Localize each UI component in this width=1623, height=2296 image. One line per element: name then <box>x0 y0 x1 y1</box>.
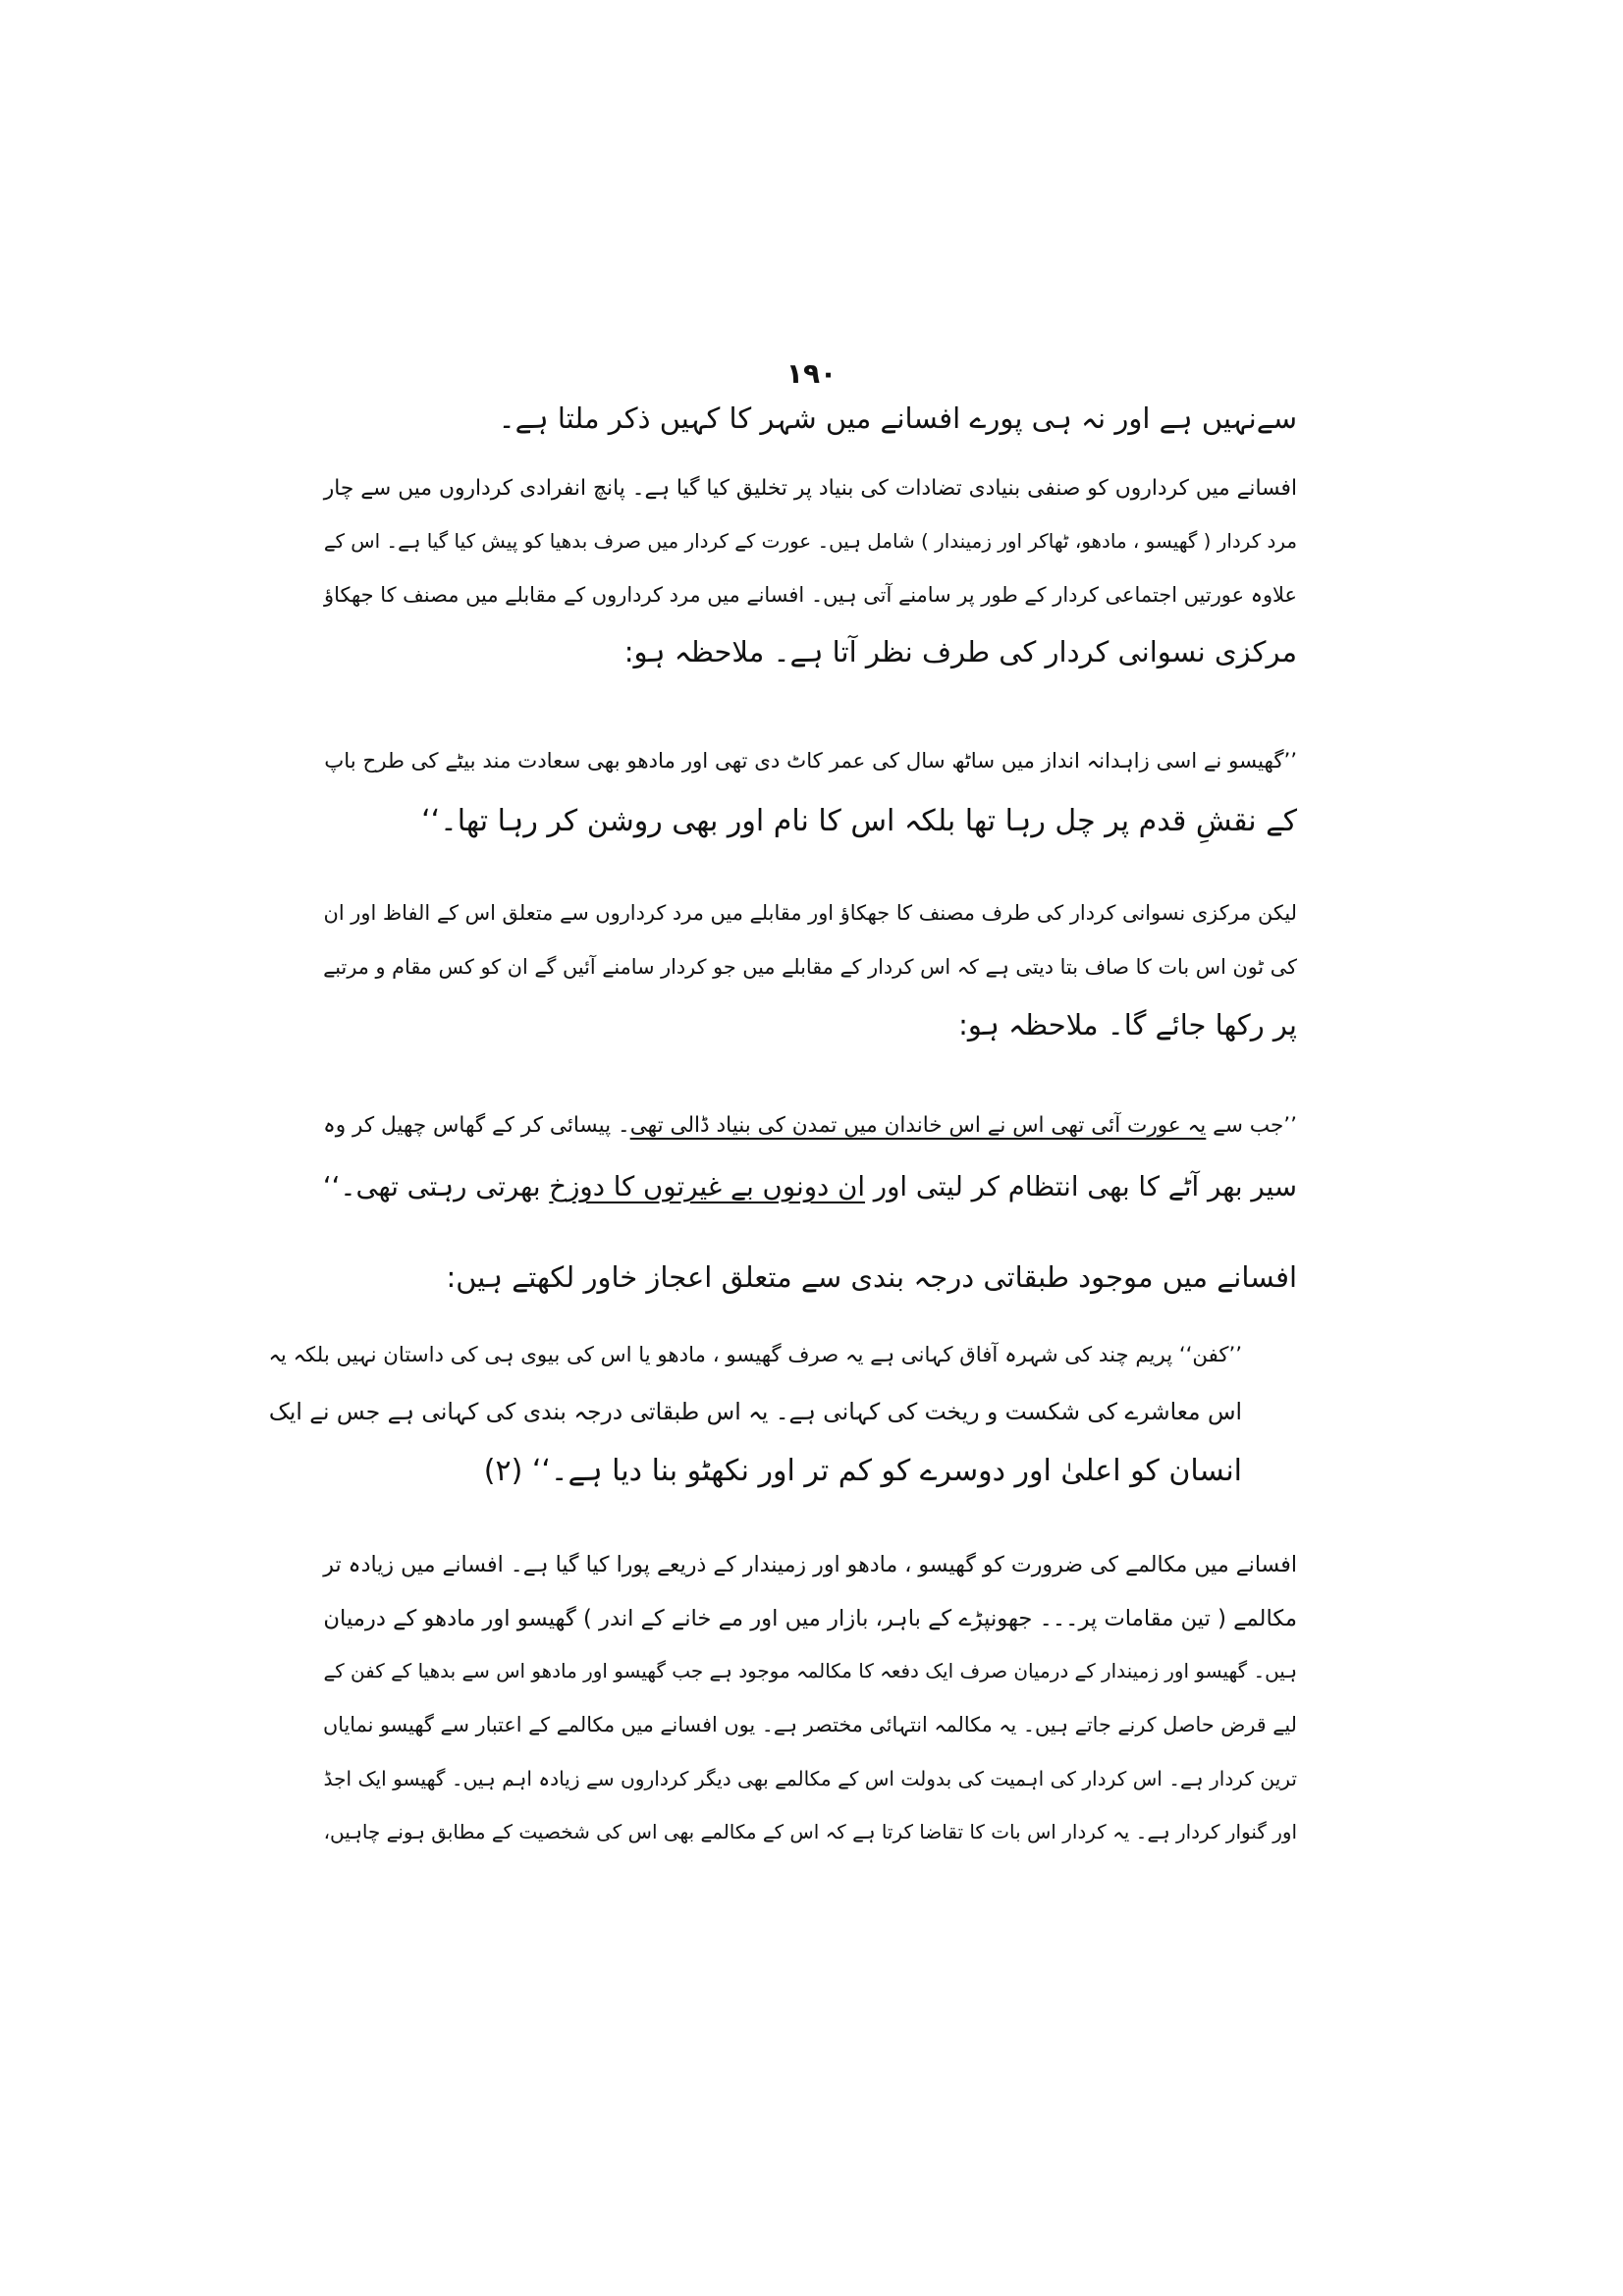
page-number: ۱۹۰ <box>785 357 838 390</box>
quote-line: ’’کفن‘‘ پریم چند کی شہرہ آفاق کہانی ہے یہ صرف گھیسو ، مادھو یا اس کی بیوی ہی کی داستان نہیں بلکہ یہ <box>268 1343 1242 1367</box>
quote-segment: ۔ پیسائی کر کے گھاس چھیل کر وہ <box>323 1113 630 1138</box>
text-line: لیے قرض حاصل کرنے جاتے ہیں۔ یہ مکالمہ انتہائی مختصر ہے۔ یوں افسانے میں مکالمے کے اعتبار سے گھیسو نمایاں <box>322 1713 1297 1736</box>
quote-line: ’’گھیسو نے اسی زاہدانہ انداز میں ساٹھ سال کی عمر کاٹ دی تھی اور مادھو بھی سعادت مند بیٹے کی طرح باپ <box>324 749 1297 774</box>
quote-segment: بھرتی رہتی تھی۔‘‘ <box>322 1170 550 1202</box>
text-line: پر رکھا جائے گا۔ ملاحظہ ہو: <box>958 1008 1297 1041</box>
text-line: مرکزی نسوانی کردار کی طرف نظر آتا ہے۔ ملاحظہ ہو: <box>623 635 1297 668</box>
text-line: ترین کردار ہے۔ اس کردار کی اہمیت کی بدولت اس کے مکالمے بھی دیگر کرداروں سے زیادہ اہم ہیں۔ گھیسو ایک اجڈ <box>323 1767 1297 1790</box>
text-line: افسانے میں موجود طبقاتی درجہ بندی سے متعلق اعجاز خاور لکھتے ہیں: <box>446 1260 1297 1294</box>
quote-segment: ’’جب سے <box>1206 1113 1297 1138</box>
text-line: افسانے میں مکالمے کی ضرورت کو گھیسو ، مادھو اور زمیندار کے ذریعے پورا کیا گیا ہے۔ افسانے میں زیادہ تر <box>323 1552 1297 1577</box>
text-line: کی ٹون اس بات کا صاف بتا دیتی ہے کہ اس کردار کے مقابلے میں جو کردار سامنے آئیں گے ان کو کس مقام و مرتبے <box>323 955 1297 979</box>
quote-line <box>322 1170 1297 1202</box>
quote-line: انسان کو اعلیٰ اور دوسرے کو کم تر اور نکھٹو بنا دیا ہے۔‘‘ (۲) <box>483 1454 1242 1488</box>
text-line: علاوہ عورتیں اجتماعی کردار کے طور پر سامنے آتی ہیں۔ افسانے میں مرد کرداروں کے مقابلے میں مصنف کا جھکاؤ <box>323 583 1297 607</box>
underlined-phrase: یہ عورت آئی تھی اس نے اس خاندان میں تمدن کی بنیاد ڈالی تھی <box>629 1113 1207 1138</box>
quote-line <box>323 1115 1297 1137</box>
quote-line: کے نقشِ قدم پر چل رہا تھا بلکہ اس کا نام اور بھی روشن کر رہا تھا۔‘‘ <box>421 804 1297 838</box>
underlined-phrase: ان دونوں بے غیرتوں کا دوزخ <box>549 1170 866 1202</box>
quote-segment: سیر بھر آٹے کا بھی انتظام کر لیتی اور <box>865 1170 1297 1202</box>
text-line: افسانے میں کرداروں کو صنفی بنیادی تضادات کی بنیاد پر تخلیق کیا گیا ہے۔ پانچ انفرادی کرداروں میں سے چار <box>323 476 1297 501</box>
text-line: مکالمے ( تین مقامات پر۔۔۔ جھونپڑے کے باہر، بازار میں اور مے خانے کے اندر ) گھیسو اور مادھو کے درمیان <box>323 1606 1297 1631</box>
text-line: سےنہیں ہے اور نہ ہی پورے افسانے میں شہر کا کہیں ذکر ملتا ہے۔ <box>498 401 1297 435</box>
text-line: لیکن مرکزی نسوانی کردار کی طرف مصنف کا جھکاؤ اور مقابلے میں مرد کرداروں سے متعلق اس کے الفاظ اور ان <box>323 901 1297 925</box>
text-line: اور گنوار کردار ہے۔ یہ کردار اس بات کا تقاضا کرتا ہے کہ اس کے مکالمے بھی اس کی شخصیت کے مطابق ہونے چاہیں، <box>323 1820 1297 1843</box>
quote-line: اس معاشرے کی شکست و ریخت کی کہانی ہے۔ یہ اس طبقاتی درجہ بندی کی کہانی ہے جس نے ایک <box>268 1398 1242 1425</box>
text-line: ہیں۔ گھیسو اور زمیندار کے درمیان صرف ایک دفعہ کا مکالمہ موجود ہے جب گھیسو اور مادھو اس سے بدھیا کے کفن کے <box>323 1660 1297 1682</box>
text-line: مرد کردار ( گھیسو ، مادھو، ٹھاکر اور زمیندار ) شامل ہیں۔ عورت کے کردار میں صرف بدھیا کو پیش کیا گیا ہے۔ اس کے <box>323 530 1297 553</box>
